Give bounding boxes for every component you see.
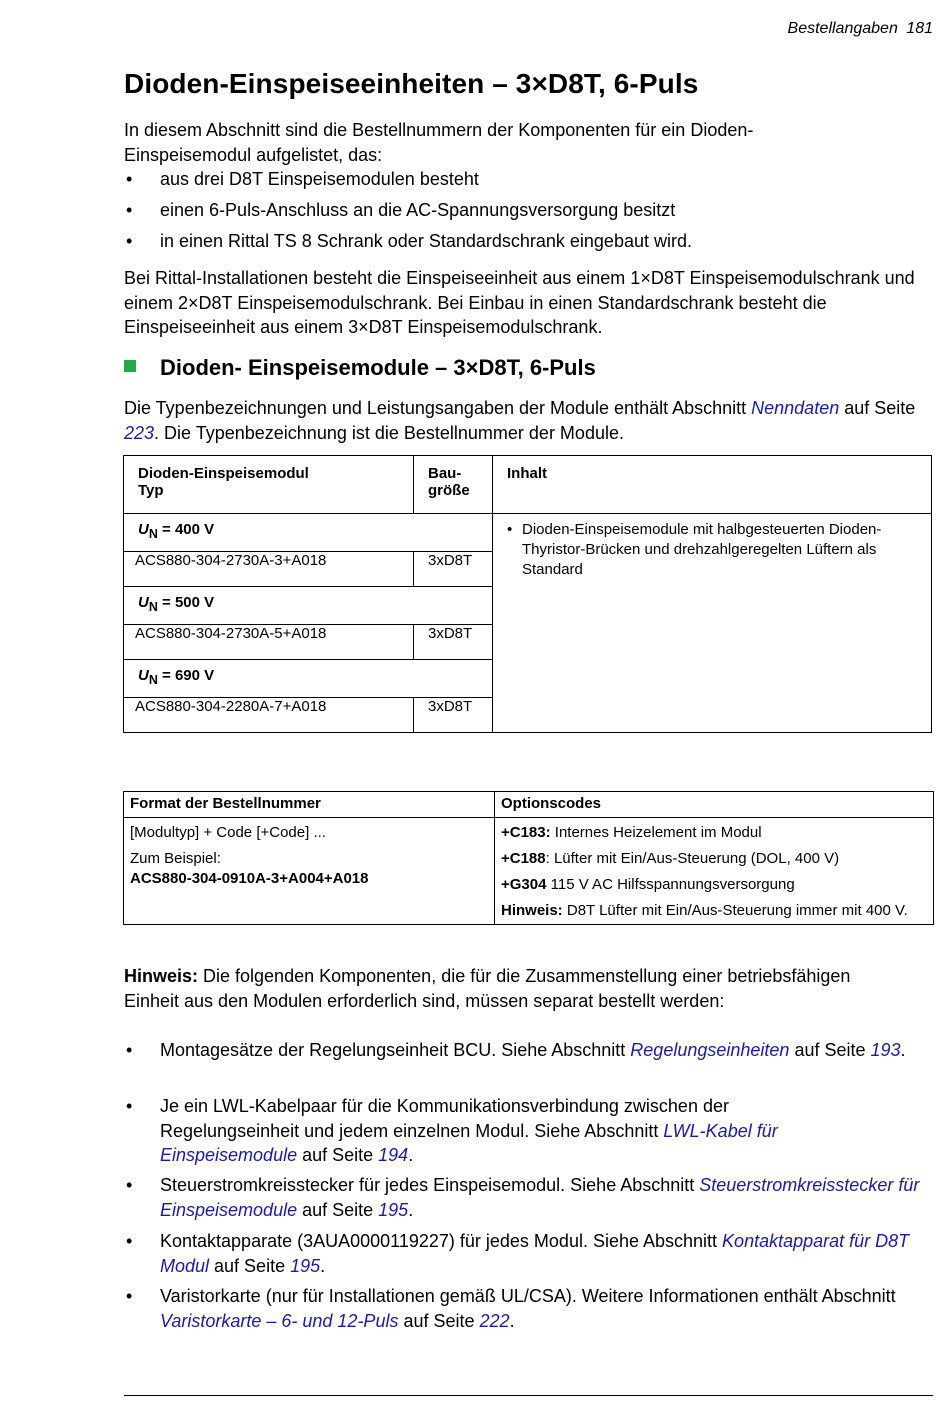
link-lwl-kabel[interactable]: LWL-Kabel für Einspeisemodule — [160, 1120, 778, 1165]
module-size: 3xD8T — [414, 698, 493, 733]
bullet-icon: • — [126, 1096, 133, 1116]
intro-bullet: • einen 6-Puls-Anschluss an die AC-Spannungsversorgung besitzt — [160, 198, 675, 223]
module-type: ACS880-304-2280A-7+A018 — [124, 698, 414, 733]
option-item: +C188: Lüfter mit Ein/Aus-Steuerung (DOL, 400 V) — [501, 850, 840, 867]
order-format-table — [123, 791, 934, 925]
header-content: Inhalt — [493, 456, 932, 514]
example-label: Zum Beispiel: — [130, 850, 221, 867]
table-header-row — [124, 456, 932, 514]
link-page-195[interactable]: 195 — [290, 1255, 321, 1276]
link-page-194[interactable]: 194 — [378, 1145, 409, 1165]
module-size: 3xD8T — [414, 625, 493, 660]
link-page-223[interactable]: 223 — [124, 422, 155, 443]
format-line: [Modultyp] + Code [+Code] ... — [130, 824, 326, 841]
section-intro-paragraph: Die Typenbezeichnungen und Leistungsangaben der Module enthält Abschnitt Nenndaten auf Seite 223. Die Typenbezeichnung ist die Bestellnummer der Module. — [124, 398, 916, 443]
module-table — [123, 455, 932, 733]
bullet-icon: • — [126, 1040, 133, 1060]
option-item: +G304 115 V AC Hilfsspannungsversorgung — [501, 876, 795, 893]
section-heading: Dioden- Einspeisemodule – 3×D8T, 6-Puls — [124, 355, 596, 381]
running-header — [788, 20, 933, 38]
header-format: Format der Bestellnummer — [124, 792, 495, 818]
bullet-icon: • — [126, 1231, 133, 1251]
note-bullet: • Je ein LWL-Kabelpaar für die Kommunikationsverbindung zwischen der Regelungseinheit und jedem einzelnen Modul. Siehe Abschnitt LWL-Kabel für Einspeisemodule auf Seite 194. — [126, 1096, 778, 1165]
example-value: ACS880-304-0910A-3+A004+A018 — [130, 870, 369, 887]
link-kontaktapparat[interactable]: Kontaktapparat für D8T Modul — [160, 1231, 910, 1276]
footer-rule — [124, 1395, 933, 1396]
table-row — [124, 818, 934, 925]
content-cell — [493, 514, 932, 733]
bullet-icon: • — [126, 1286, 133, 1306]
note-label: Hinweis: — [124, 966, 199, 986]
green-square-icon — [124, 360, 136, 372]
link-varistorkarte[interactable]: Varistorkarte – 6- und 12-Puls — [160, 1310, 399, 1331]
note-bullet: • Varistorkarte (nur für Installationen gemäß UL/CSA). Weitere Informationen enthält Abschnitt Varistorkarte – 6- und 12-Puls auf Seite 222. — [126, 1286, 896, 1331]
intro-bullet: • aus drei D8T Einspeisemodulen besteht — [160, 167, 479, 192]
option-item: +C183: Internes Heizelement im Modul — [501, 824, 762, 841]
bullet-icon: • — [507, 521, 513, 538]
page-title: Dioden-Einspeiseeinheiten – 3×D8T, 6-Puls — [124, 68, 699, 99]
header-type: Dioden-Einspeisemodul Typ — [124, 456, 414, 514]
module-type: ACS880-304-2730A-3+A018 — [124, 552, 414, 587]
link-page-195[interactable]: 195 — [378, 1199, 409, 1220]
table-header-row — [124, 792, 934, 818]
note-paragraph: Hinweis: Die folgenden Komponenten, die für die Zusammenstellung einer betriebsfähigen Einheit aus den Modulen erforderlich sind, müssen separat bestellt werden: — [124, 966, 851, 1011]
note-bullet: • Kontaktapparate (3AUA0000119227) für jedes Modul. Siehe Abschnitt Kontaktapparat für D8T Modul auf Seite 195. — [126, 1231, 910, 1276]
note-bullet: • Montagesätze der Regelungseinheit BCU. Siehe Abschnitt Regelungseinheiten auf Seite 193. — [160, 1038, 930, 1063]
link-page-222[interactable]: 222 — [479, 1310, 510, 1331]
voltage-label: $U_N = 690$ V — [124, 660, 493, 698]
link-nenndaten[interactable]: Nenndaten — [751, 398, 840, 418]
voltage-label: $U_N = 500$ V — [124, 587, 493, 625]
bullet-icon: • — [126, 169, 133, 189]
link-steuerstromkreisstecker[interactable]: Steuerstromkreisstecker für Einspeisemodule — [160, 1175, 920, 1220]
bullet-icon: • — [126, 1175, 133, 1195]
bullet-icon: • — [126, 231, 133, 251]
intro-paragraph: In diesem Abschnitt sind die Bestellnummern der Komponenten für ein Dioden-Einspeisemodul aufgelistet, das: — [124, 120, 754, 165]
options-cell — [495, 818, 934, 925]
intro-bullet: • in einen Rittal TS 8 Schrank oder Standardschrank eingebaut wird. — [160, 229, 692, 254]
header-size: Bau- größe — [414, 456, 493, 514]
voltage-row — [124, 514, 932, 552]
option-note: Hinweis: D8T Lüfter mit Ein/Aus-Steuerung immer mit 400 V. — [501, 902, 908, 919]
format-cell — [124, 818, 495, 925]
bullet-icon: • — [126, 200, 133, 220]
module-type: ACS880-304-2730A-5+A018 — [124, 625, 414, 660]
rittal-paragraph: Bei Rittal-Installationen besteht die Einspeiseeinheit aus einem 1×D8T Einspeisemodulschrank und einem 2×D8T Einspeisemodulschrank. Bei Einbau in einen Standardschrank besteht die Einspeiseeinheit aus einem 3×D8T Einspeisemodulschrank. — [124, 268, 915, 337]
content-bullet: • Dioden-Einspeisemodule mit halbgesteuerten Dioden-Thyristor-Brücken und drehzahlgeregelten Lüftern als Standard — [507, 521, 882, 578]
note-bullet: • Steuerstromkreisstecker für jedes Einspeisemodul. Siehe Abschnitt Steuerstromkreisstecker für Einspeisemodule auf Seite 195. — [126, 1175, 920, 1220]
voltage-label: $U_N = 400$ V — [124, 514, 493, 552]
header-options: Optionscodes — [495, 792, 934, 818]
module-size: 3xD8T — [414, 552, 493, 587]
header-section: Bestellangaben — [787, 20, 898, 37]
link-page-193[interactable]: 193 — [870, 1040, 901, 1060]
link-regelungseinheiten[interactable]: Regelungseinheiten — [630, 1040, 790, 1060]
header-page-number: 181 — [906, 20, 933, 37]
